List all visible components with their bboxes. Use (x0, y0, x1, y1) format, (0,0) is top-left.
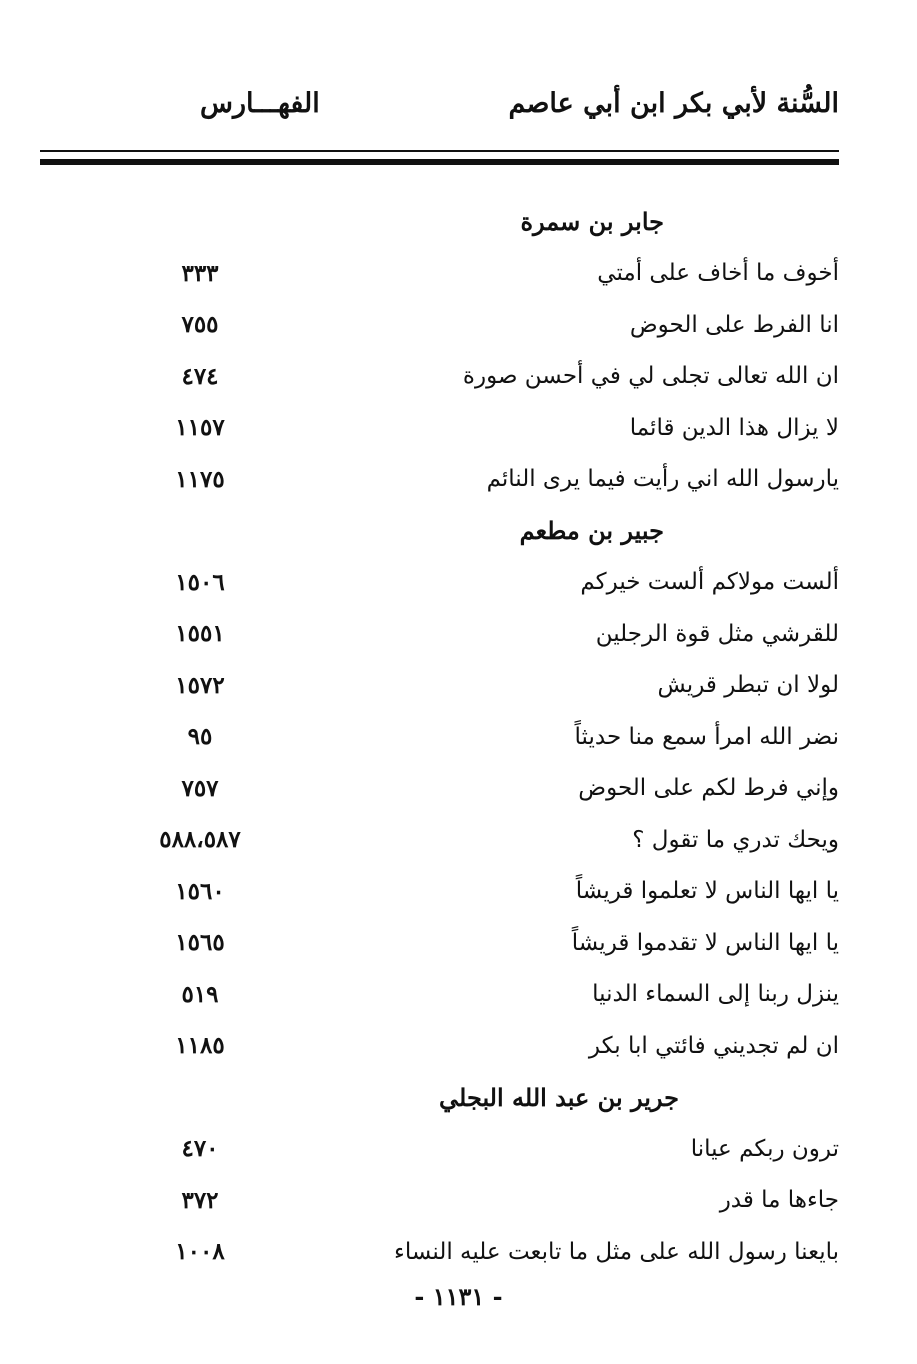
header-rule-thick (40, 159, 839, 165)
index-entry (40, 660, 839, 712)
entry-text: انا الفرط على الحوض (629, 311, 839, 338)
index-entry (40, 711, 839, 763)
index-entry (40, 814, 839, 866)
entry-ref: ١٥٠٦ (175, 568, 225, 596)
header-rule-thin (40, 150, 839, 152)
entry-text: لا يزال هذا الدين قائما (629, 414, 839, 441)
index-entry (40, 866, 839, 918)
entry-text: ويحك تدري ما تقول ؟ (632, 826, 839, 853)
section-title: الفهـــارس (200, 87, 320, 119)
index-entry (40, 969, 839, 1021)
entry-text: يارسول الله اني رأيت فيما يرى النائم (486, 466, 839, 493)
entry-ref: ١٥٦٥ (175, 929, 225, 957)
entry-ref: ١٥٦٠ (175, 877, 225, 905)
entry-ref: ٩٥ (187, 723, 213, 751)
entry-ref: ٥١٩ (181, 980, 219, 1008)
entry-ref: ١١٧٥ (175, 465, 225, 493)
entry-text: بايعنا رسول الله على مثل ما تابعت عليه النساء (394, 1238, 839, 1265)
index-entry (40, 763, 839, 815)
index-entry (40, 608, 839, 660)
index-entry (40, 1226, 839, 1278)
entry-ref: ٧٥٧ (181, 774, 219, 802)
entry-ref: ١٥٥١ (175, 620, 225, 648)
index-entry (40, 299, 839, 351)
entry-text: ان الله تعالى تجلى لي في أحسن صورة (462, 363, 839, 390)
entry-text: يا ايها الناس لا تعلموا قريشاً (575, 878, 839, 905)
entry-text: أخوف ما أخاف على أمتي (597, 260, 839, 287)
index-entry (40, 454, 839, 506)
index-entry (40, 1175, 839, 1227)
entry-ref: ١١٥٧ (175, 414, 225, 442)
page-number: - ١١٣١ - (414, 1282, 503, 1311)
section-heading: جابر بن سمرة (520, 207, 664, 237)
entry-ref: ٣٣٣ (181, 259, 219, 287)
entry-ref: ١٥٧٢ (175, 671, 225, 699)
index-entry (40, 557, 839, 609)
entry-text: للقرشي مثل قوة الرجلين (595, 620, 839, 647)
index-entry (40, 1020, 839, 1072)
index-entry (40, 917, 839, 969)
entry-text: يا ايها الناس لا تقدموا قريشاً (571, 929, 839, 956)
section-heading: جرير بن عبد الله البجلي (439, 1082, 679, 1112)
entry-ref: ٤٧٤ (181, 362, 219, 390)
entry-text: نضر الله امرأ سمع منا حديثاً (574, 723, 839, 750)
book-title: السُّنة لأبي بكر ابن أبي عاصم (508, 87, 839, 119)
entry-ref: ١١٨٥ (175, 1032, 225, 1060)
entry-text: ألست مولاكم ألست خيركم (580, 569, 839, 596)
entry-text: ان لم تجديني فائتي ابا بكر (588, 1032, 839, 1059)
section-heading: جبير بن مطعم (519, 516, 664, 546)
entry-ref: ١٠٠٨ (175, 1238, 225, 1266)
index-entry (40, 351, 839, 403)
entry-text: ترون ربكم عيانا (690, 1135, 839, 1162)
entry-ref: ٣٧٢ (181, 1186, 219, 1214)
index-entry (40, 402, 839, 454)
entry-text: ينزل ربنا إلى السماء الدنيا (592, 981, 839, 1008)
entry-text: جاءها ما قدر (719, 1187, 839, 1214)
entry-text: وإني فرط لكم على الحوض (578, 775, 839, 802)
entry-text: لولا ان تبطر قريش (657, 672, 839, 699)
index-entry (40, 1123, 839, 1175)
entry-ref: ٤٧٠ (181, 1135, 219, 1163)
page-header (40, 78, 839, 128)
entry-ref: ٧٥٥ (181, 311, 219, 339)
index-entry (40, 248, 839, 300)
entry-ref: ٥٨٨،٥٨٧ (159, 826, 241, 854)
index-list (40, 196, 839, 1278)
